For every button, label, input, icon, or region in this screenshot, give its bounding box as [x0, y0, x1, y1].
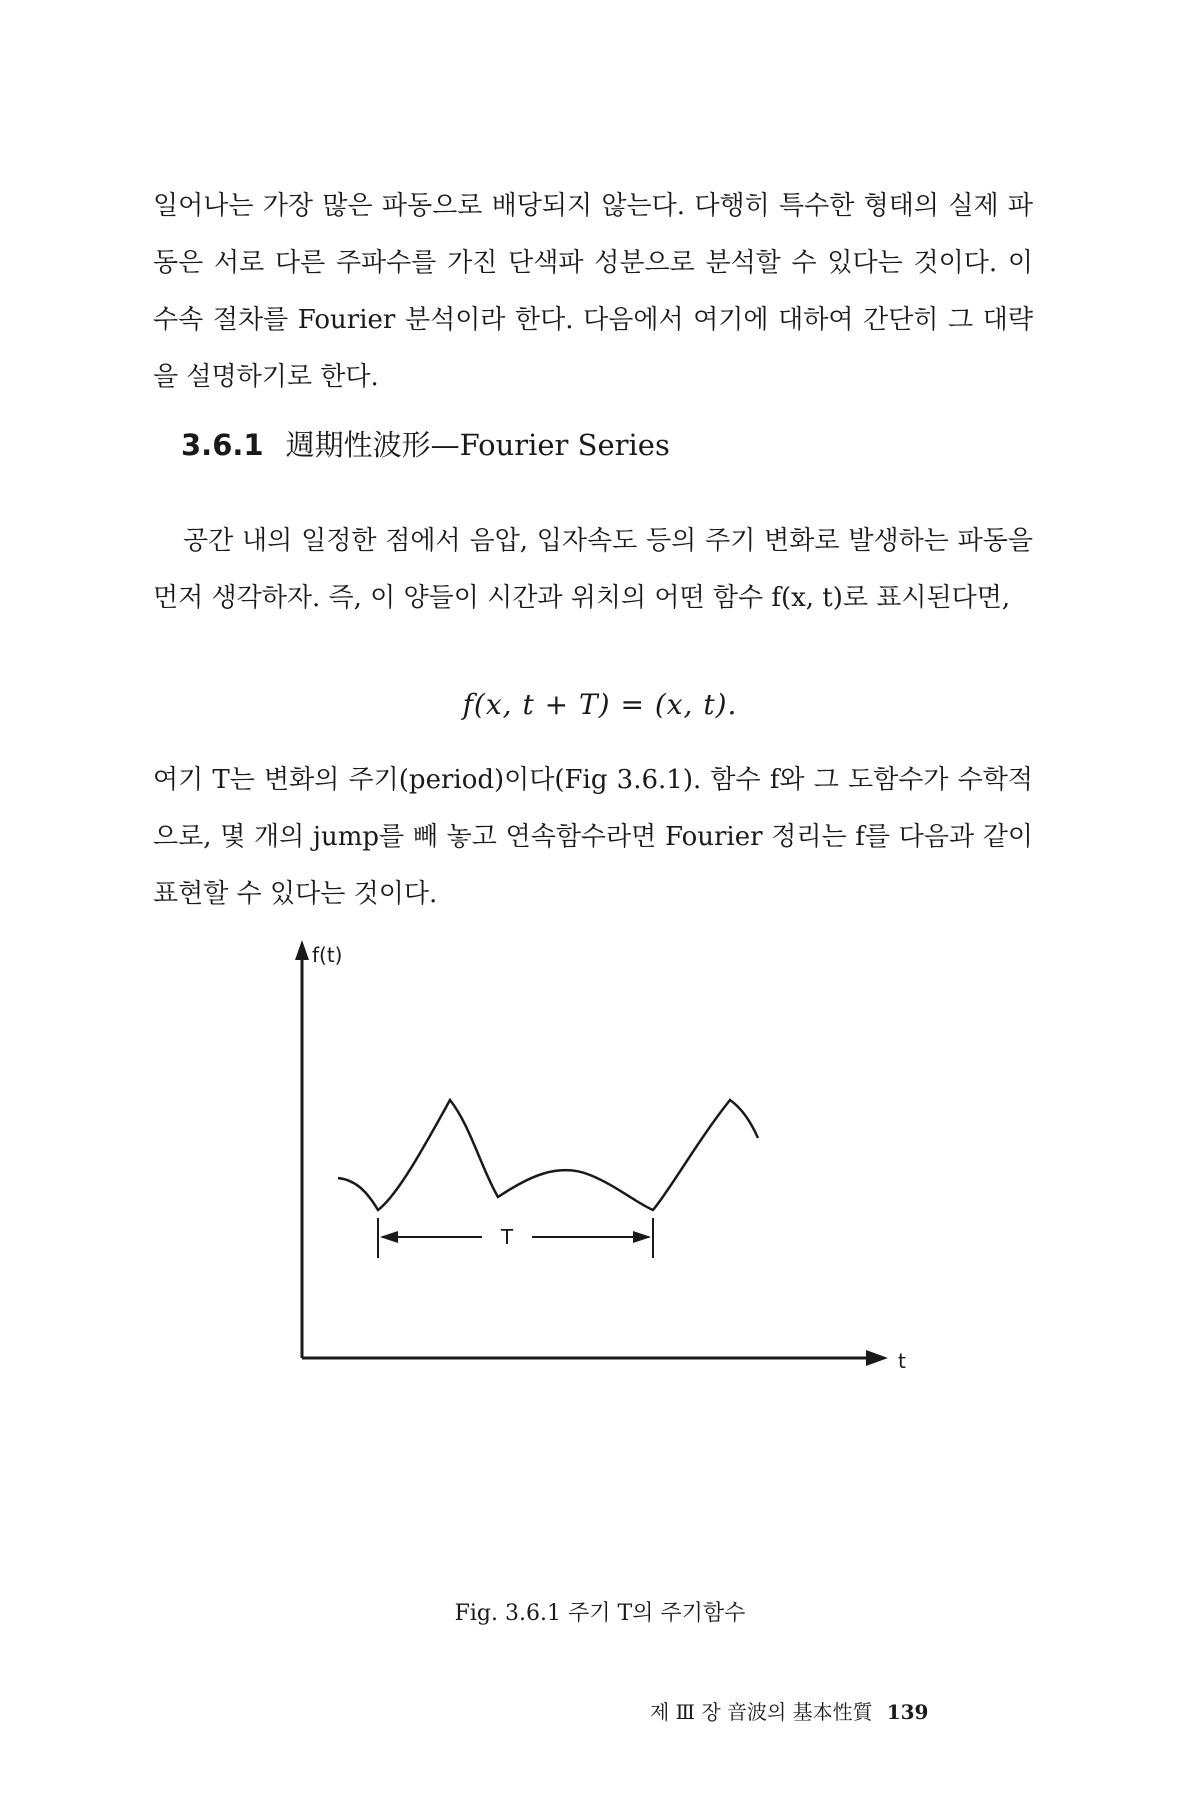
paragraph-fourier-theorem: 여기 T는 변화의 주기(period)이다(Fig 3.6.1). 함수 f와 그 도함수가 수학적으로, 몇 개의 jump를 빼 놓고 연속함수라면 Fourier 정리는 f를 다음과 같이 표현할 수 있다는 것이다.	[153, 765, 1033, 909]
period-label: T	[500, 1225, 514, 1249]
periodic-function-plot	[270, 940, 910, 1380]
page-footer	[650, 1696, 928, 1725]
paragraph-periodic-wave: 공간 내의 일정한 점에서 음압, 입자속도 등의 주기 변화로 발생하는 파동을 먼저 생각하자. 즉, 이 양들이 시간과 위치의 어떤 함수 f(x, t)로 표시된다면,	[153, 526, 1033, 613]
equation-periodicity: f(x, t + T) = (x, t).	[462, 688, 738, 721]
period-arrowhead-left	[380, 1231, 398, 1243]
section-number: 3.6.1	[181, 428, 264, 462]
section-heading	[181, 423, 670, 464]
x-axis-label: t	[898, 1349, 906, 1373]
y-axis-label: f(t)	[312, 943, 343, 967]
y-axis-arrow	[295, 940, 309, 960]
period-arrowhead-right	[633, 1231, 651, 1243]
chapter-title: 제 Ⅲ 장 音波의 基本性質	[650, 1700, 873, 1724]
paragraph-intro: 일어나는 가장 많은 파동으로 배당되지 않는다. 다행히 특수한 형태의 실제 파동은 서로 다른 주파수를 가진 단색파 성분으로 분석할 수 있다는 것이다. 이 수속 절차를 Fourier 분석이라 한다. 다음에서 여기에 대하여 간단히 그 대략을 설명하기로 한다.	[153, 191, 1033, 392]
waveform-curve	[338, 1100, 758, 1210]
figure-caption: Fig. 3.6.1 주기 T의 주기함수	[454, 1601, 746, 1626]
figure-periodic-function	[270, 940, 910, 1380]
x-axis-arrow	[866, 1350, 888, 1366]
page-number: 139	[886, 1700, 929, 1724]
section-title: 週期性波形—Fourier Series	[285, 428, 670, 462]
